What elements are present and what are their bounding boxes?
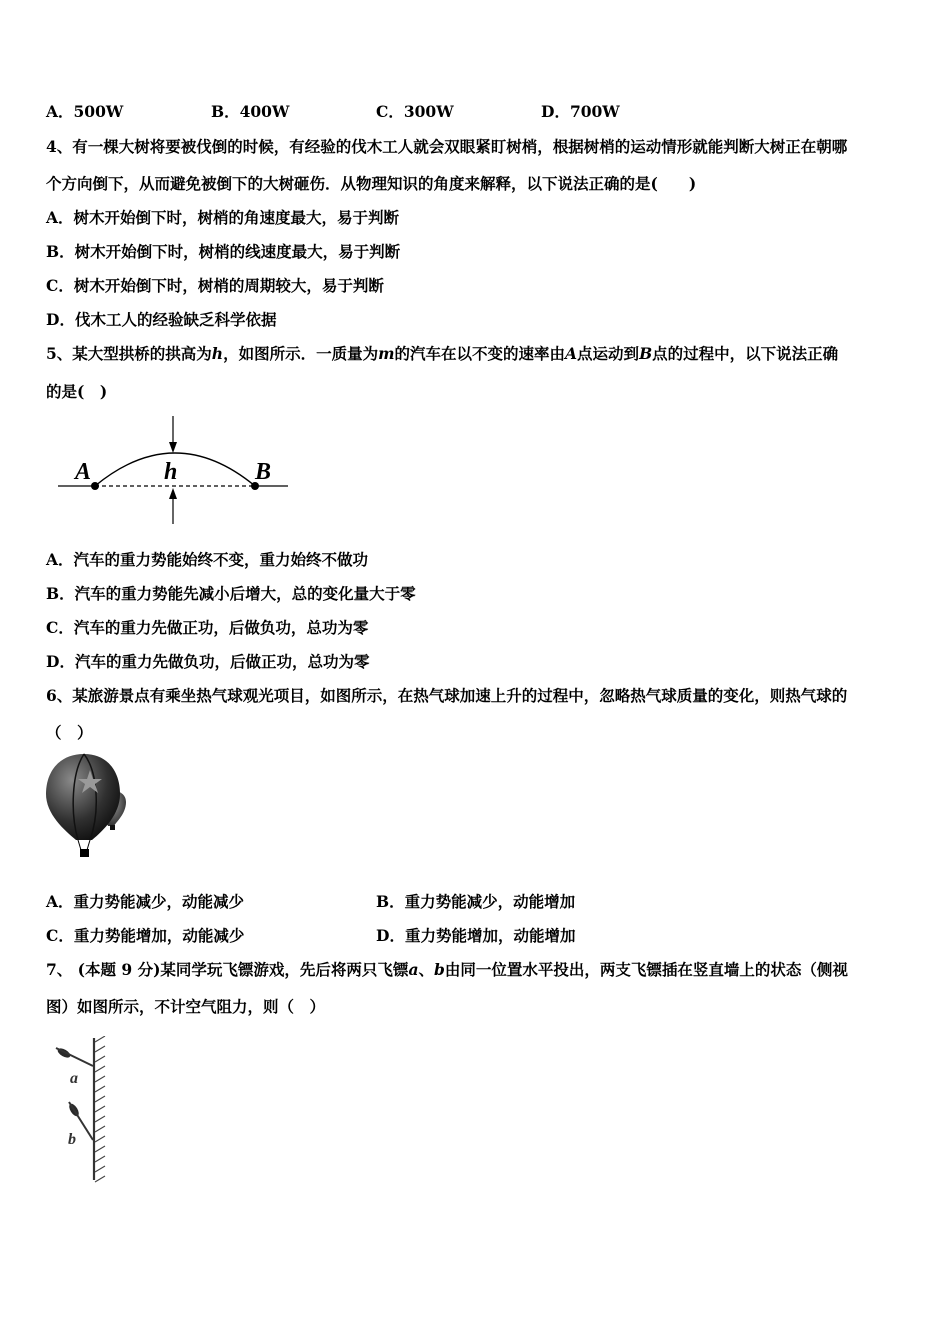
arch-bridge-figure bbox=[55, 412, 295, 527]
q5-option-d: D．汽车的重力先做负功，后做正功，总功为零 bbox=[46, 652, 370, 671]
q5-var-m: m bbox=[378, 344, 395, 363]
q4-option-d: D．伐木工人的经验缺乏科学依据 bbox=[46, 310, 277, 329]
q4-stem-line1: 4、有一棵大树将要被伐倒的时候，有经验的伐木工人就会双眼紧盯树梢，根据树梢的运动情形就能判断大树正在朝哪 bbox=[46, 137, 848, 156]
q3-option-d: D．700W bbox=[541, 102, 620, 121]
q4-stem-line2: 个方向倒下，从而避免被倒下的大树砸伤．从物理知识的角度来解释，以下说法正确的是( ) bbox=[46, 174, 697, 193]
q6-option-d: D．重力势能增加，动能增加 bbox=[376, 926, 576, 945]
q5-var-h: h bbox=[211, 344, 224, 363]
hot-air-balloon-figure bbox=[44, 752, 128, 860]
q6-option-c: C．重力势能增加，动能减少 bbox=[46, 926, 245, 945]
balloon-envelope bbox=[46, 754, 120, 840]
q7-var-a: a bbox=[408, 960, 419, 979]
dart-a bbox=[56, 1046, 93, 1066]
q4-option-a: A．树木开始倒下时，树梢的角速度最大，易于判断 bbox=[46, 208, 400, 227]
q5-var-A: A bbox=[565, 344, 578, 363]
q7-stem-line1: 7、 (本题 9 分)某同学玩飞镖游戏，先后将两只飞镖a、b由同一位置水平投出，两支飞镖插在竖直墙上的状态（侧视 bbox=[46, 960, 848, 979]
q5-stem-line2: 的是( ) bbox=[46, 382, 108, 401]
q7-var-b: b bbox=[434, 960, 445, 979]
darts-wall-figure bbox=[44, 1036, 114, 1184]
q5-option-b: B．汽车的重力势能先减小后增大，总的变化量大于零 bbox=[46, 584, 416, 603]
q5-option-c: C．汽车的重力先做正功，后做负功，总功为零 bbox=[46, 618, 369, 637]
q6-stem-line2: （ ） bbox=[46, 723, 93, 742]
label-b: B bbox=[255, 459, 272, 485]
label-a: a bbox=[70, 1070, 78, 1087]
q5-option-a: A．汽车的重力势能始终不变，重力始终不做功 bbox=[46, 550, 369, 569]
q4-option-c: C．树木开始倒下时，树梢的周期较大，易于判断 bbox=[46, 276, 384, 295]
label-a: A bbox=[75, 459, 92, 485]
q5-stem-line1: 5、某大型拱桥的拱高为h，如图所示．一质量为m的汽车在以不变的速率由A点运动到B点的过程中，以下说法正确 bbox=[46, 344, 839, 363]
q3-option-c: C．300W bbox=[376, 102, 454, 121]
label-h: h bbox=[164, 459, 178, 485]
q3-option-b: B．400W bbox=[211, 102, 290, 121]
q3-option-a: A．500W bbox=[46, 102, 124, 121]
q6-stem-line1: 6、某旅游景点有乘坐热气球观光项目，如图所示，在热气球加速上升的过程中，忽略热气球质量的变化，则热气球的 bbox=[46, 686, 848, 705]
balloon-basket bbox=[80, 849, 89, 857]
point-a-dot bbox=[91, 482, 99, 490]
q7-stem-line2: 图）如图所示，不计空气阻力，则（ ） bbox=[46, 997, 326, 1016]
q4-option-b: B．树木开始倒下时，树梢的线速度最大，易于判断 bbox=[46, 242, 401, 261]
q6-option-b: B．重力势能减少，动能增加 bbox=[376, 892, 576, 911]
label-b: b bbox=[68, 1131, 76, 1148]
q5-var-B: B bbox=[639, 344, 653, 363]
q6-option-a: A．重力势能减少，动能减少 bbox=[46, 892, 245, 911]
